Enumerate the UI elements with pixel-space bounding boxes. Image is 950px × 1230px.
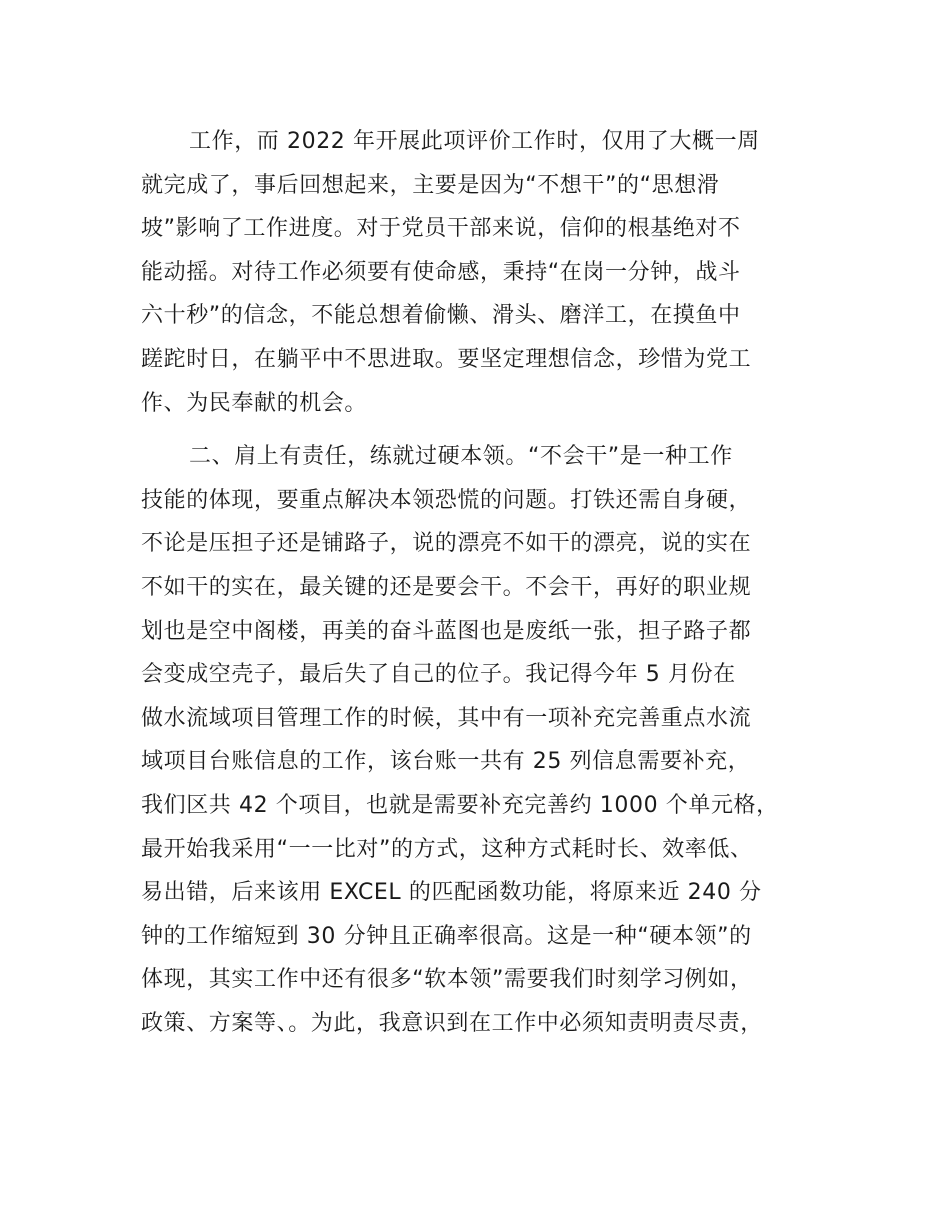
text-line: 体现，其实工作中还有很多“软本领”需要我们时刻学习例如，: [141, 967, 753, 993]
text-line: 钟的工作缩短到 30 分钟且正确率很高。这是一种“硬本领”的: [141, 923, 752, 949]
text-line: 域项目台账信息的工作，该台账一共有 25 列信息需要补充，: [141, 749, 751, 775]
text-line: 坡”影响了工作进度。对于党员干部来说，信仰的根基绝对不: [141, 216, 741, 242]
text-line: 政策、方案等、。为此，我意识到在工作中必须知责明责尽责，: [141, 1010, 763, 1036]
document-body: [141, 120, 841, 1045]
text-line: 作、为民奉献的机会。: [141, 390, 368, 416]
text-line: 不论是压担子还是铺路子，说的漂亮不如干的漂亮，说的实在: [141, 531, 752, 557]
text-line: 六十秒”的信念，不能总想着偷懒、滑头、磨洋工，在摸鱼中: [141, 303, 741, 329]
text-line: 技能的体现，要重点解决本领恐慌的问题。打铁还需自身硬，: [141, 487, 752, 513]
text-line: 不如干的实在，最关键的还是要会干。不会干，再好的职业规: [141, 574, 752, 600]
text-line: 划也是空中阁楼，再美的奋斗蓝图也是废纸一张，担子路子都: [141, 618, 752, 644]
text-line: 蹉跎时日，在躺平中不思进取。要坚定理想信念，珍惜为党工: [141, 346, 752, 372]
text-line: 最开始我采用“一一比对”的方式，这种方式耗时长、效率低、: [141, 836, 753, 862]
text-line: 做水流域项目管理工作的时候，其中有一项补充完善重点水流: [141, 705, 752, 731]
text-line: 易出错，后来该用 EXCEL 的匹配函数功能，将原来近 240 分: [141, 880, 762, 906]
paragraph-1: [141, 120, 841, 425]
text-line: 二、肩上有责任，练就过硬本领。“不会干”是一种工作: [189, 444, 733, 470]
text-line: 能动摇。对待工作必须要有使命感，秉持“在岗一分钟，战斗: [141, 259, 741, 285]
text-line: 会变成空壳子，最后失了自己的位子。我记得今年 5 月份在: [141, 662, 736, 688]
paragraph-2: [141, 435, 841, 1045]
paragraph-gap: [141, 425, 841, 435]
text-line: 我们区共 42 个项目，也就是需要补充完善约 1000 个单元格，: [141, 792, 779, 818]
text-line: 就完成了，事后回想起来，主要是因为“不想干”的“思想滑: [141, 172, 720, 198]
text-line: 工作，而 2022 年开展此项评价工作时，仅用了大概一周: [189, 129, 760, 154]
